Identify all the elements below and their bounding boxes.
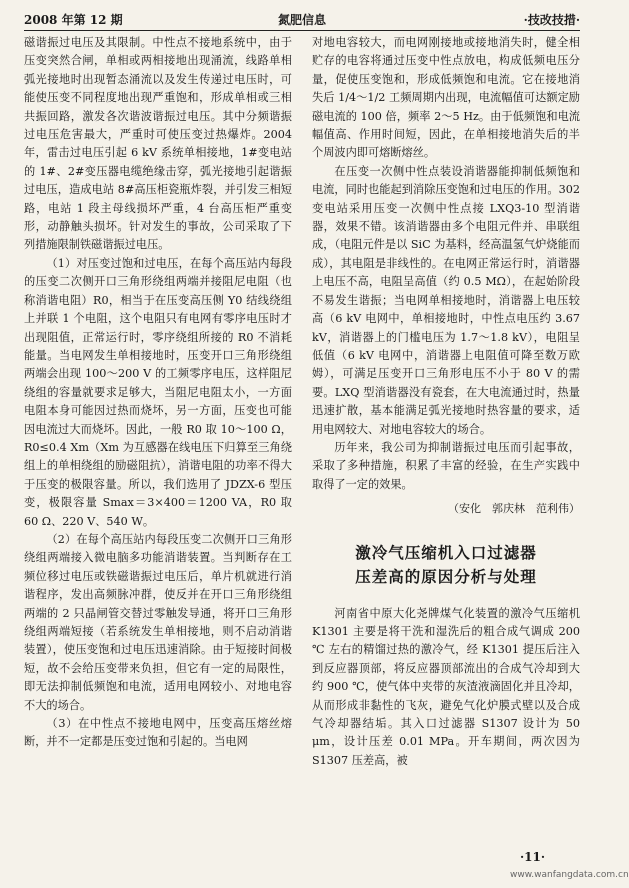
paragraph: （2）在每个高压站内每段压变二次侧开口三角形绕组两端接入微电脑多功能消谐装置。当判断存在工频位移过电压或铁磁谐振过电压后，单片机就进行消谐程序，发出高频脉冲群，使反并在开口三角形绕组两端的 2 只晶闸管交替过零触发导通，将开口三角形绕组两端短接（若系统发生单相接地，则不启动消谐装置），使压变饱和过电压迅速消除。由于短接时间极短，故不会给压变带来负担，但它有一定的局限性，即无法抑制低频饱和电流，适用电网较小、对地电容不大的场合。 — [24, 532, 292, 712]
watermark: www.wanfangdata.com.cn — [510, 870, 629, 880]
page-number: ·11· — [520, 850, 546, 864]
paragraph: （3）在中性点不接地电网中，压变高压熔丝熔断，并不一定都是压变过饱和引起的。当电网 — [24, 717, 292, 749]
article-title — [312, 541, 580, 589]
article-title-line-2: 压差高的原因分析与处理 — [355, 567, 537, 586]
journal-issue: 2008 年第 12 期 — [24, 13, 123, 27]
paragraph: （1）对压变过饱和过电压，在每个高压站内每段的压变二次侧开口三角形绕组两端并接阻尼电阻（也称消谐电阻）R0，相当于在压变高压侧 Y0 结线绕组上并联 1 个电阻，这个电阻只有电网有零序电压时才出现阻值，正常运行时，零序绕组所接的 R0 不消耗能量。当电网发生单相接地时，压变开口三角形绕组两端会出现 100～200 V 的工频零序电压，这样阻尼绕组的容量就要求足够大，当阻尼电阻太小，一方面电阻本身可能因过热而烧坏，另一方面，压变也可能因电流过大而烧坏。因此，一般 R0 取 10～100 Ω，R0≤0.4 Xm（Xm 为互感器在线电压下归算至三角绕组上的单相绕组的励磁阻抗），消谐电阻的功率不得大于压变的极限容量。所以，我们选用了 JDZX-6 型压变，极限容量 Smax＝3×400＝1200 VA，R0 取 60 Ω、220 V、540 W。 — [24, 256, 292, 528]
article-title-line-1: 激冷气压缩机入口过滤器 — [355, 543, 537, 562]
paragraph: 对地电容较大，而电网刚接地或接地消失时，健全相贮存的电容将通过压变中性点放电，构成低频电压分量，促使压变饱和，形成低频饱和电流。它在接地消失后 1/4～1/2 工频周期内出现，电流幅值可达额定励磁电流的 100 倍，频率 2～5 Hz。由于低频饱和电流幅值高、作用时间短，因此，在单相接地消失后的半个周波内即可熔断熔丝。 — [312, 36, 580, 160]
journal-name: 氮肥信息 — [277, 13, 326, 27]
paragraph: 在压变一次侧中性点装设消谐器能抑制低频饱和电流，同时也能起到消除压变饱和过电压的作用。302 变电站采用压变一次侧中性点接 LXQ3-10 型消谐器，效果不错。该消谐器由多个电阻元件并、串联组成，（电阻元件是以 SiC 为基料，经高温氢气炉烧能而成），其电阻是非线性的。在电网正常运行时，消谐器上电压不高，电阻呈高值（约 0.5 MΩ），在起始阶段不易发生谐振；当电网单相接地时，消谐器上电压较高（6 kV 电网中，单相接地时，中性点电压约 3.67 kV，消谐器上的门槛电压为 1.7～1.8 kV），电阻呈低值（6 kV 电网中，消谐器上电阻值可降至数万欧姆），可满足压变开口三角形电压不小于 80 V 的需要。LXQ 型消谐器没有瓷套，在大电流通过时，热量迅速扩散，基本能满足弧光接地时热容量的要求，适用电网较大、对地电容较大的场合。 — [312, 164, 580, 436]
section-label: ·技改技措· — [523, 13, 580, 27]
paragraph: 磁谐振过电压及其限制。中性点不接地系统中，由于压变突然合闸，单相或两相接地出现涌流，线路单相弧光接地时出现暂态涌流以及发生传递过电压时，可能使压变不同程度地出现严重饱和，形成单相或三相共振回路，激发各次谐波谐振过电压。其中分频谐振过电压危害最大，严重时可使压变过热爆炸。2004 年，雷击过电压引起 6 kV 系统单相接地，1#变电站的 1#、2#变压器电缆绝缘击穿，弧光接地引起谐振过电压，造成电站 8#高压柜瓷瓶炸裂，并引发三相短路，电站 1 段主母线损坏严重，4 台高压柜严重变形，动静触头损坏。针对发生的事故，公司采取了下列措施限制铁磁谐振过电压。 — [24, 36, 292, 252]
paragraph: 历年来，我公司为抑制谐振过电压而引起事故，采取了多种措施，积累了丰富的经验，在生产实践中取得了一定的效果。 — [312, 440, 580, 491]
page-header — [24, 8, 580, 31]
paragraph: 河南省中原大化尧牌煤气化装置的激冷气压缩机 K1301 主要是将干洗和湿洗后的粗合成气调成 200 ℃ 左右的精馏过热的激冷气，经 K1301 提压后注入到反应器顶部，将反应器顶部流出的合成气冷却到大约 900 ℃，使气体中夹带的灰渣液滴固化并且冷却，从而形成非黏性的飞灰，避免气化炉膜式壁以及合成气冷却器结垢。其入口过滤器 S1307 设计为 50 μm，设计压差 0.01 MPa。开车期间，两次因为 S1307 压差高，被 — [312, 606, 580, 767]
right-column — [312, 34, 580, 770]
author-line: （安化 郭庆林 范利伟） — [448, 502, 580, 516]
left-column — [24, 34, 292, 752]
